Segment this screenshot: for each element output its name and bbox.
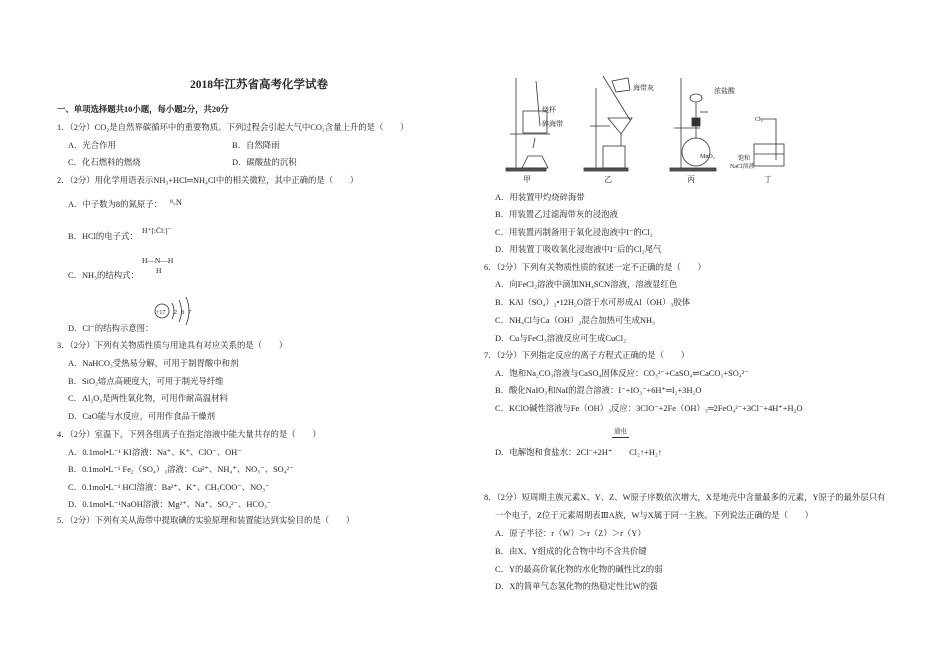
question-3-option-a: A．NaHCO₃受热易分解，可用于制胃酸中和剂 — [68, 359, 239, 368]
label-conc-hcl: 浓盐酸 — [714, 87, 735, 95]
question-8-option-d: D．X的简单气态氢化物的热稳定性比W的强 — [495, 582, 658, 591]
section-heading: 一、单项选择题共10小题，每小题2分，共20分 — [57, 105, 229, 114]
question-6-option-a: A．向FeCl₂溶液中滴加NH₄SCN溶液，溶液显红色 — [495, 280, 678, 289]
question-4-option-c: C．0.1mol•L⁻¹ HCl溶液：Ba²⁺、K⁺、CH₃COO⁻、NO₃⁻ — [68, 483, 270, 492]
question-2-option-b: B．HCl的电子式： — [68, 232, 138, 241]
label-saturated: 饱和 — [738, 156, 751, 162]
nucleus-charge: +17 — [156, 310, 166, 316]
question-7-option-c: C．KClO碱性溶液与Fe（OH）₃反应：3ClO⁻+2Fe（OH）₃═2FeO₄²⁻+3Cl⁻+4H⁺+H₂O — [495, 404, 803, 413]
hcl-electron-formula: H⁺[:C̈l:]⁻ — [142, 226, 172, 235]
label-beaker: 烧杯 — [542, 106, 556, 114]
question-5-option-a: A．用装置甲灼烧碎海带 — [495, 193, 585, 202]
question-7-option-d: D．电解饱和食盐水：2Cl⁻+2H⁺ Cl₂↑+H₂↑ — [495, 448, 662, 457]
question-2-option-c: C．NH₃的结构式： — [68, 271, 139, 280]
apparatus-figure — [490, 76, 790, 184]
question-6-option-d: D．Cu与FeCl₃溶液反应可生成CuCl₂ — [495, 334, 627, 343]
nh3-structure-top: H—N—H — [142, 256, 174, 265]
label-jia: 甲 — [523, 175, 531, 184]
question-5-stem: 5．（2分）下列有关从海带中提取碘的实验原理和装置能达到实验目的是（ ） — [57, 516, 355, 525]
question-4-option-d: D．0.1mol•L⁻¹NaOH溶液：Mg²⁺、Na⁺、SO₄²⁻、HCO₃⁻ — [68, 500, 272, 509]
question-2-option-d: D．Cl⁻的结构示意图： — [68, 324, 154, 333]
question-4-option-a: A．0.1mol•L⁻¹ KI溶液：Na⁺、K⁺、ClO⁻、OH⁻ — [68, 448, 242, 457]
electrolysis-condition: 通电 — [612, 426, 629, 438]
question-5-option-d: D．用装置丁吸收氧化浸泡液中I⁻后的Cl₂尾气 — [495, 245, 662, 254]
question-3-option-d: D．CaO能与水反应，可用作食品干燥剂 — [68, 412, 216, 421]
question-7-option-a: A．饱和Na₂CO₃溶液与CaSO₄固体反应：CO₃²⁻+CaSO₄⇌CaCO₃+SO₄²⁻ — [495, 369, 749, 378]
question-4-option-b: B．0.1mol•L⁻¹ Fe₂（SO₄）₃溶液：Cu²⁺、NH₄⁺、NO₃⁻、SO₄²⁻ — [68, 465, 294, 474]
page-title: 2018年江苏省高考化学试卷 — [190, 79, 328, 91]
label-nacl-solution: NaCl溶液 — [730, 164, 755, 170]
question-6-option-c: C．NH₄Cl与Ca（OH）₂混合加热可生成NH₃ — [495, 316, 655, 325]
shell-1-electrons: 2 — [174, 310, 177, 316]
question-3-stem: 3．（2分）下列有关物质性质与用途具有对应关系的是（ ） — [57, 341, 288, 350]
label-bing: 丙 — [687, 175, 695, 184]
nh3-structure-bottom: H — [156, 266, 162, 275]
question-6-stem: 6．（2分）下列有关物质性质的叙述一定不正确的是（ ） — [484, 263, 706, 272]
question-8-stem: 8．（2分）短周期主族元素X、Y、Z、W原子序数依次增大，X是地壳中含量最多的元素，Y原子的最外层只有 — [484, 493, 886, 502]
chloride-structure-diagram — [150, 295, 200, 329]
label-ding: 丁 — [764, 175, 772, 184]
question-1-option-a: A．光合作用 — [68, 141, 116, 150]
question-3-option-c: C．Al₂O₃是两性氧化物，可用作耐高温材料 — [68, 394, 228, 403]
question-1-option-d: D．碳酸盐的沉积 — [232, 158, 297, 167]
question-2-stem: 2．（2分）用化学用语表示NH₃+HCl═NH₄Cl中的相关微粒，其中正确的是（ ） — [57, 176, 359, 185]
question-5-option-b: B．用装置乙过滤海带灰的浸泡液 — [495, 210, 618, 219]
question-8-stem-continued: 一个电子，Z位于元素周期表ⅢA族，W与X属于同一主族。下列说法正确的是（ ） — [495, 511, 813, 520]
question-8-option-a: A．原子半径：r（W）＞r（Z）＞r（Y） — [495, 529, 646, 538]
question-4-stem: 4．（2分）室温下，下列各组离子在指定溶液中能大量共存的是（ ） — [57, 430, 321, 439]
question-2-option-a: A．中子数为8的氮原子： — [68, 200, 162, 209]
question-6-option-b: B．KAl（SO₄）₂•12H₂O溶于水可形成Al（OH）₃胶体 — [495, 298, 691, 307]
nitrogen-isotope-formula: ⁸₇N — [170, 198, 182, 207]
question-8-option-b: B．由X、Y组成的化合物中均不含共价键 — [495, 547, 647, 556]
question-5-option-c: C．用装置丙制备用于氧化浸泡液中I⁻的Cl₂ — [495, 228, 653, 237]
label-seaweed-ash: 海带灰 — [633, 84, 654, 92]
question-7-stem: 7．（2分）下列指定反应的离子方程式正确的是（ ） — [484, 351, 690, 360]
question-1-option-b: B．自然降雨 — [232, 141, 280, 150]
question-8-option-c: C．Y的最高价氧化物的水化物的碱性比Z的弱 — [495, 565, 663, 574]
question-1-option-c: C．化石燃料的燃烧 — [68, 158, 141, 167]
question-7-option-b: B．酸化NaIO₃和NaI的混合溶液：I⁻+IO₃⁻+6H⁺═I₂+3H₂O — [495, 386, 702, 395]
question-1-stem: 1．（2分）CO₂是自然界碳循环中的重要物质。下列过程会引起大气中CO₂含量上升的是（ ） — [57, 123, 409, 132]
label-seaweed: 碎海带 — [542, 120, 563, 128]
label-yi: 乙 — [604, 175, 612, 184]
shell-3-electrons: 7 — [188, 310, 191, 316]
label-mno2: MnO₂ — [700, 154, 715, 160]
label-cl2: Cl₂ — [755, 117, 763, 123]
question-3-option-b: B．SiO₂熔点高硬度大，可用于制光导纤维 — [68, 377, 224, 386]
shell-2-electrons: 8 — [181, 310, 184, 316]
